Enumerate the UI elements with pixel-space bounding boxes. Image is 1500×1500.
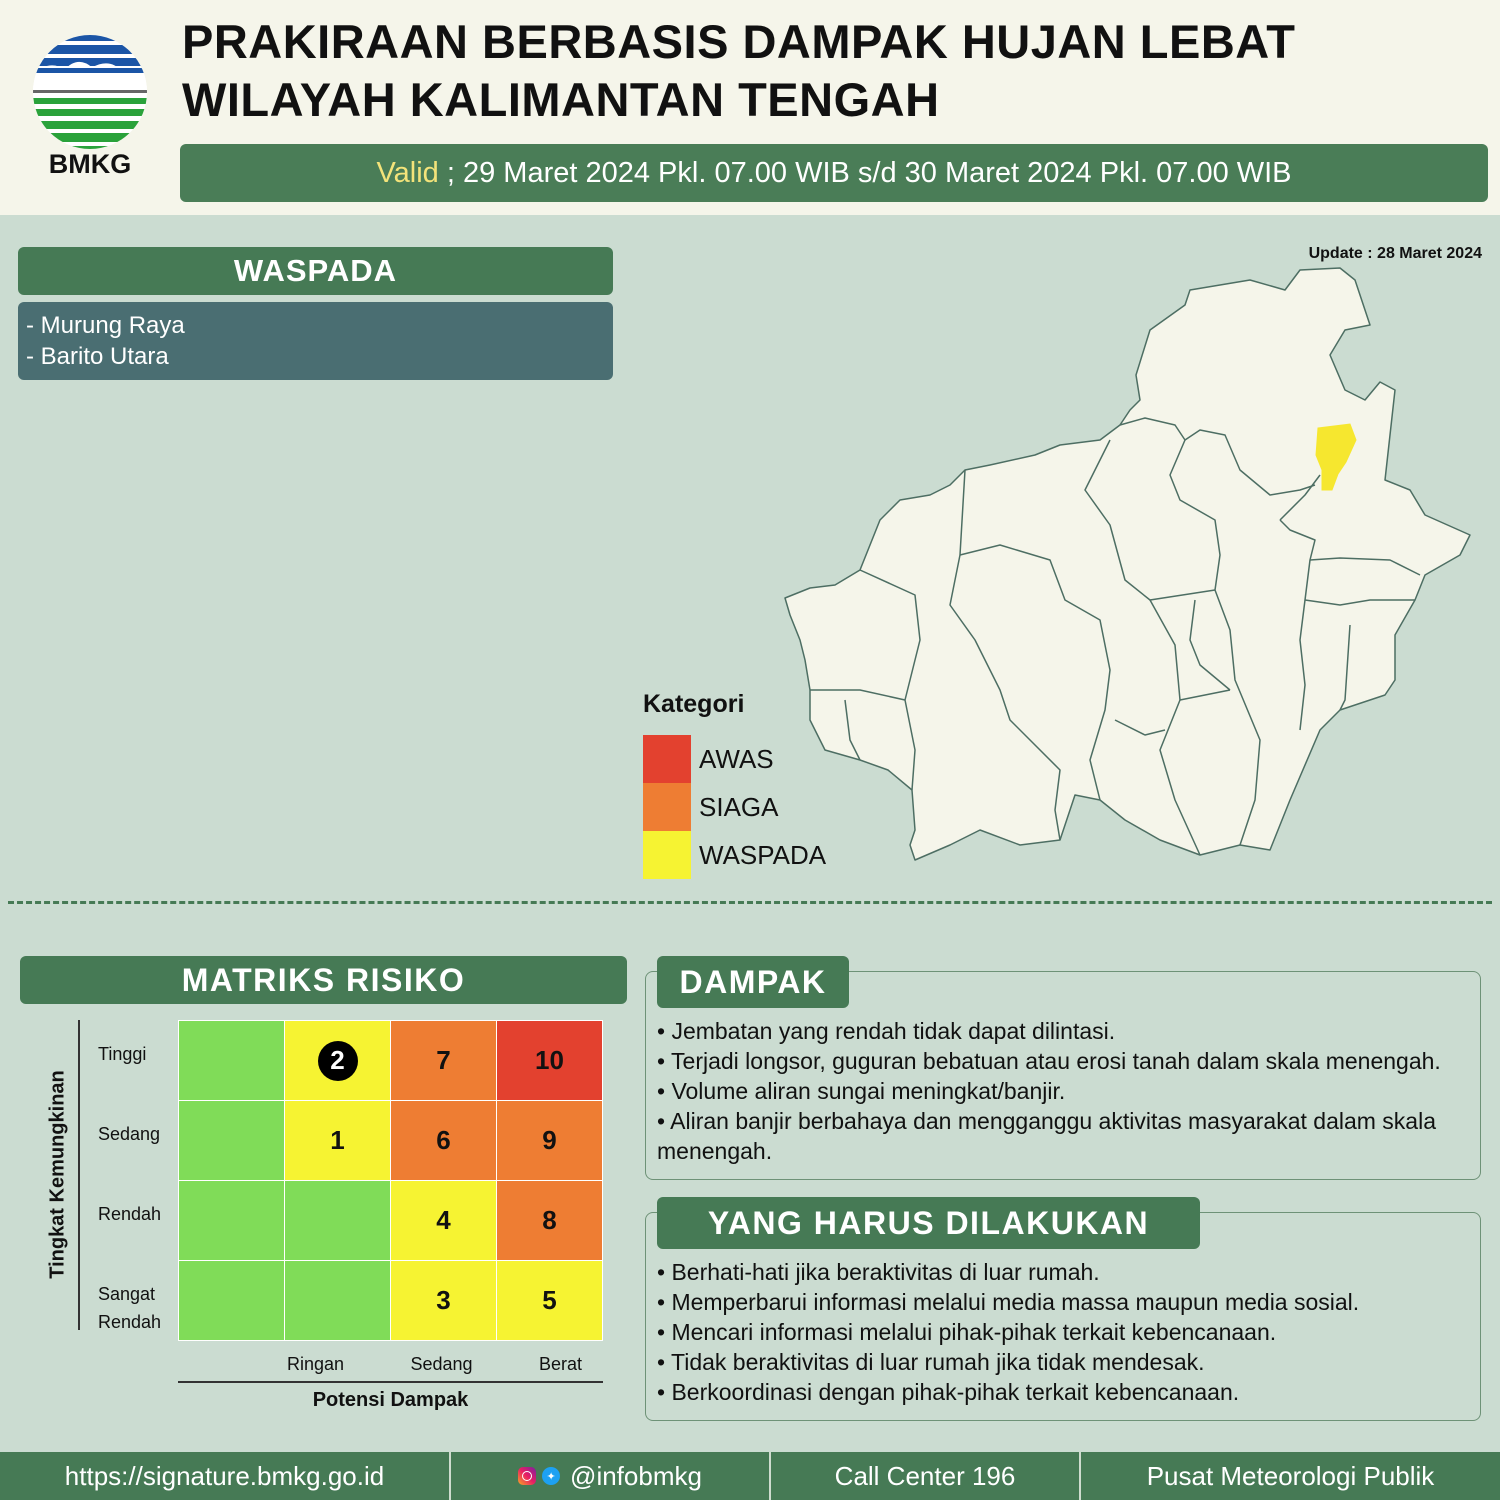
valid-period: ; 29 Maret 2024 Pkl. 07.00 WIB s/d 30 Maret 2024 Pkl. 07.00 WIB — [438, 156, 1292, 189]
actions-title: YANG HARUS DILAKUKAN — [707, 1204, 1150, 1241]
logo-text: BMKG — [48, 149, 132, 179]
y-axis-line — [78, 1020, 80, 1330]
matrix-cell — [497, 1101, 602, 1180]
row-label-line: Sangat — [98, 1284, 156, 1304]
valid-label: Valid — [376, 156, 439, 189]
row-label-rendah: Rendah — [98, 1204, 162, 1224]
matrix-cell — [285, 1261, 390, 1340]
matrix-cell — [391, 1101, 496, 1180]
update-date: Update : 28 Maret 2024 — [1308, 245, 1482, 262]
legend-label: WASPADA — [699, 839, 827, 870]
page-title-line1: PRAKIRAAN BERBASIS DAMPAK HUJAN LEBAT — [182, 15, 1296, 68]
legend-label: AWAS — [699, 743, 774, 774]
matrix-cell — [497, 1261, 602, 1340]
matrix-title-bar — [20, 956, 627, 1004]
list-item: • Jembatan yang rendah tidak dapat dilintasi. — [657, 1018, 1116, 1044]
cell-value: 4 — [436, 1205, 451, 1235]
cell-value: 8 — [542, 1205, 557, 1235]
cell-value: 6 — [436, 1125, 451, 1155]
cell-value: 9 — [542, 1125, 557, 1155]
call-center-text: Call Center 196 — [834, 1460, 1016, 1491]
cell-value: 7 — [436, 1045, 451, 1075]
waspada-title: WASPADA — [233, 253, 398, 288]
legend-label: SIAGA — [699, 791, 779, 822]
list-item: • Memperbarui informasi melalui media massa maupun media sosial. — [657, 1289, 1360, 1315]
instagram-icon — [518, 1467, 536, 1485]
list-item: • Aliran banjir berbahaya dan mengganggu aktivitas masyarakat dalam skala menengah. — [657, 1108, 1437, 1164]
row-label-line: Rendah — [98, 1312, 162, 1332]
list-item: • Berkoordinasi dengan pihak-pihak terkait kebencanaan. — [657, 1379, 1240, 1405]
social-handle[interactable]: @infobmkg — [570, 1460, 702, 1491]
region-item: - Barito Utara — [26, 343, 169, 370]
valid-period-bar — [180, 144, 1488, 202]
matrix-cell — [497, 1181, 602, 1260]
matrix-cell — [179, 1021, 284, 1100]
footer-social[interactable] — [451, 1452, 771, 1500]
cell-value: 5 — [542, 1285, 557, 1315]
highlighted-value: 2 — [318, 1041, 358, 1081]
bmkg-logo-icon — [30, 32, 150, 152]
legend-swatch — [643, 735, 691, 783]
dampak-list — [657, 1016, 1472, 1166]
legend-item-waspada — [643, 831, 826, 879]
col-label-berat: Berat — [538, 1354, 583, 1374]
list-item: • Mencari informasi melalui pihak-pihak terkait kebencanaan. — [657, 1319, 1277, 1345]
matrix-cell — [391, 1261, 496, 1340]
legend-item-awas — [643, 735, 826, 783]
list-item: • Tidak beraktivitas di luar rumah jika tidak mendesak. — [657, 1349, 1205, 1375]
section-divider — [8, 901, 1492, 904]
legend-swatch — [643, 831, 691, 879]
legend-swatch — [643, 783, 691, 831]
matrix-title: MATRIKS RISIKO — [181, 961, 466, 998]
risk-matrix-grid — [178, 1020, 603, 1341]
col-label-sedang: Sedang — [410, 1354, 473, 1374]
list-item: • Berhati-hati jika beraktivitas di luar rumah. — [657, 1259, 1100, 1285]
org-name: Pusat Meteorologi Publik — [1146, 1460, 1435, 1491]
matrix-cell-highlighted — [285, 1021, 390, 1100]
x-axis-label: Potensi Dampak — [312, 1389, 469, 1411]
website-link[interactable]: https://signature.bmkg.go.id — [64, 1460, 385, 1491]
row-label-sedang: Sedang — [98, 1124, 161, 1144]
matrix-cell — [391, 1181, 496, 1260]
col-label-ringan: Ringan — [286, 1354, 345, 1374]
region-item: - Murung Raya — [26, 312, 185, 339]
matrix-cell — [179, 1101, 284, 1180]
footer-org — [1081, 1452, 1500, 1500]
y-axis-label: Tingkat Kemungkinan — [46, 1070, 69, 1279]
matrix-cell — [179, 1261, 284, 1340]
dampak-title: DAMPAK — [679, 963, 827, 1000]
map-outline — [785, 268, 1470, 860]
cell-value: 3 — [436, 1285, 451, 1315]
actions-list — [657, 1257, 1472, 1407]
list-item: • Volume aliran sungai meningkat/banjir. — [657, 1078, 1066, 1104]
kalimantan-tengah-map — [770, 260, 1490, 870]
matrix-cell — [285, 1181, 390, 1260]
waspada-title-bar — [18, 247, 613, 295]
footer-call-center — [771, 1452, 1081, 1500]
matrix-cell — [391, 1021, 496, 1100]
cell-value: 10 — [535, 1045, 564, 1075]
waspada-region-list — [18, 302, 613, 380]
footer — [0, 1452, 1500, 1500]
row-label-tinggi: Tinggi — [98, 1044, 147, 1064]
matrix-cell — [179, 1181, 284, 1260]
footer-website[interactable] — [0, 1452, 451, 1500]
x-axis-line — [178, 1381, 603, 1383]
row-label-sangat-rendah — [98, 1280, 161, 1336]
legend — [643, 735, 826, 879]
cell-value: 1 — [330, 1125, 345, 1155]
page-title-line2: WILAYAH KALIMANTAN TENGAH — [182, 73, 940, 126]
legend-title: Kategori — [643, 690, 745, 718]
actions-title-bar — [657, 1197, 1200, 1249]
legend-item-siaga — [643, 783, 826, 831]
list-item: • Terjadi longsor, guguran bebatuan atau erosi tanah dalam skala menengah. — [657, 1048, 1441, 1074]
twitter-icon: ✦ — [542, 1467, 560, 1485]
matrix-cell — [497, 1021, 602, 1100]
bmkg-logo — [30, 32, 150, 182]
dampak-title-bar — [657, 956, 849, 1008]
matrix-cell — [285, 1101, 390, 1180]
